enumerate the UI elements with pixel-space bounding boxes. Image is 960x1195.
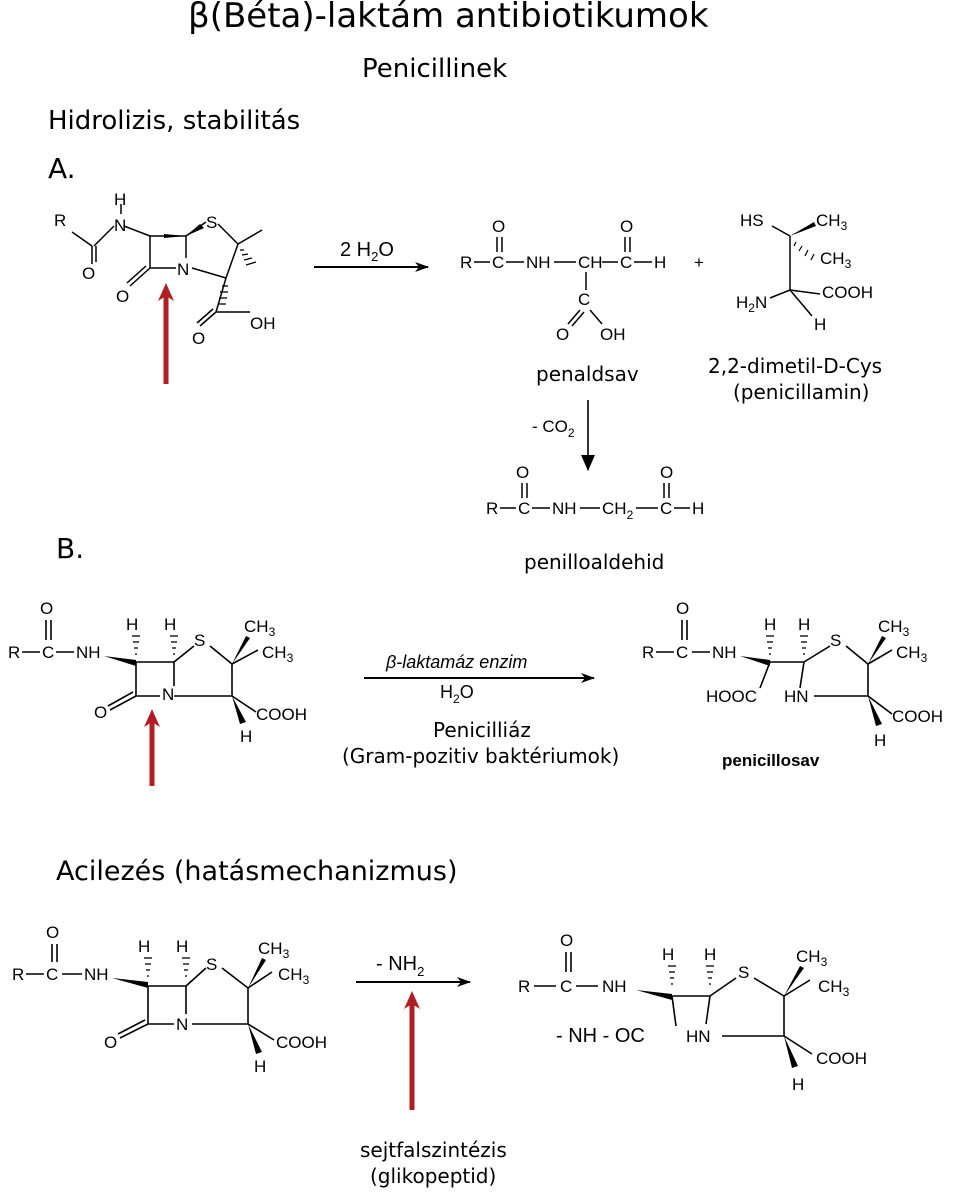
enzyme-water: $H_2O$ [440,682,474,706]
penicillamin-label-1: 2,2-dimetil-D-Cys [708,354,883,378]
svg-text:O: O [94,703,108,722]
svg-text:R: R [8,643,21,662]
svg-text:H: H [654,253,667,272]
svg-text:C: C [46,965,59,984]
svg-text:C: C [518,499,531,518]
section-acylation: Acilezés (hatásmechanizmus) [56,856,458,887]
svg-text:CH3: $CH_3$ [258,939,290,961]
svg-text:CH3: $CH_3$ [796,947,828,969]
svg-text:H: H [692,499,705,518]
svg-text:NH: NH [552,499,577,518]
svg-text:CH3: $CH_3$ [262,643,294,665]
svg-text:H: H [164,615,177,634]
decarboxylation-label: - $CO_2$ [532,417,575,440]
svg-text:C: C [620,253,633,272]
svg-text:O: O [660,463,674,482]
svg-text:S: S [194,631,206,650]
svg-text:O: O [676,599,690,618]
svg-text:R: R [12,965,25,984]
svg-text:COOH: COOH [822,283,873,302]
svg-text:N: N [176,1015,189,1034]
penicillinase-label-2: (Gram-pozitiv baktériumok) [342,744,620,768]
svg-text:H: H [704,945,717,964]
svg-text:O: O [556,325,570,344]
penicillosav-label: penicillosav [722,751,820,770]
svg-text:O: O [516,463,530,482]
svg-text:O: O [560,931,574,950]
svg-text:OH: OH [600,325,626,344]
svg-text:O: O [116,287,130,306]
svg-text:R: R [460,253,473,272]
penicillosav-structure [642,599,943,770]
penilloaldehid-structure [486,463,704,522]
reagent-nh2: - $NH_2$ [376,953,425,979]
cellwall-label-1: sejtfalszintézis [360,1138,507,1162]
svg-text:R: R [518,977,531,996]
svg-text:H: H [764,615,777,634]
enzyme-label: β-laktamáz enzim [386,652,528,672]
svg-text:C: C [560,977,573,996]
svg-text:S: S [206,955,218,974]
svg-text:O: O [82,264,96,283]
svg-text:CH3: $CH_3$ [818,977,850,999]
subtitle: Penicillinek [362,54,508,84]
penicillamin-label-2: (penicillamin) [733,380,870,404]
svg-text:H: H [240,727,253,746]
svg-text:H: H [138,937,151,956]
svg-text:C: C [578,290,591,309]
svg-text:N: N [114,216,127,235]
reagent-water: 2 $H_2O$ [340,239,394,264]
svg-text:O: O [104,1033,118,1052]
svg-text:CH2: $CH_2$ [602,499,634,522]
penicillinase-label-1: Penicilliáz [433,718,531,742]
svg-text:H: H [798,615,811,634]
svg-text:R: R [642,643,655,662]
svg-text:HS: HS [740,211,764,230]
penaldsav-structure [460,217,704,344]
svg-text:H: H [254,1057,267,1076]
svg-text:H2N: $H_2N$ [736,293,768,315]
svg-text:O: O [40,599,54,618]
page-title: β(Béta)-laktám antibiotikumok [188,0,709,36]
section-hydrolysis: Hidrolizis, stabilitás [48,106,301,136]
svg-text:C: C [492,253,505,272]
svg-text:COOH: COOH [892,707,943,726]
penicillin-structure-acylation [12,923,327,1076]
svg-text:S: S [206,213,218,232]
svg-text:CH: CH [578,253,603,272]
svg-text:NH: NH [712,643,737,662]
label-a: A. [48,152,76,185]
svg-text:HN: HN [784,687,809,706]
svg-text:N: N [177,260,190,279]
penilloaldehid-label: penilloaldehid [524,550,665,574]
svg-text:H: H [662,945,675,964]
svg-text:R: R [54,211,67,230]
svg-text:S: S [738,963,750,982]
svg-text:OH: OH [250,314,276,333]
svg-text:NH: NH [84,965,109,984]
svg-text:O: O [620,217,634,236]
svg-text:H: H [792,1075,805,1094]
penicillin-structure-b [8,599,307,746]
svg-text:H: H [114,190,127,209]
svg-text:N: N [162,685,175,704]
svg-text:H: H [126,615,139,634]
svg-text:H: H [176,937,189,956]
svg-text:COOH: COOH [256,705,307,724]
acylated-product-structure [518,931,867,1094]
svg-text:C: C [660,499,673,518]
svg-text:COOH: COOH [816,1049,867,1068]
svg-text:R: R [486,499,499,518]
svg-text:CH3: $CH_3$ [244,617,276,639]
svg-text:NH: NH [76,643,101,662]
svg-text:CH3: $CH_3$ [878,617,910,639]
svg-text:O: O [192,329,206,348]
svg-text:S: S [830,631,842,650]
label-b: B. [56,532,85,565]
svg-text:CH3: $CH_3$ [816,211,848,233]
cellwall-label-2: (glikopeptid) [370,1164,497,1188]
svg-text:+: + [694,253,704,272]
svg-text:CH3: $CH_3$ [820,249,852,271]
svg-text:NH: NH [526,253,551,272]
svg-text:O: O [492,217,506,236]
svg-text:NH: NH [602,977,627,996]
svg-text:H: H [814,315,827,334]
svg-text:CH3: $CH_3$ [278,965,310,987]
penaldsav-label: penaldsav [536,362,639,386]
svg-text:C: C [676,643,689,662]
svg-text:O: O [46,923,60,942]
nh-oc-label: - NH - OC [556,1025,645,1047]
svg-text:C: C [42,643,55,662]
svg-text:HN: HN [686,1027,711,1046]
svg-text:HOOC: HOOC [706,687,757,706]
svg-text:H: H [874,731,887,750]
svg-text:CH3: $CH_3$ [896,643,928,665]
svg-text:COOH: COOH [276,1033,327,1052]
